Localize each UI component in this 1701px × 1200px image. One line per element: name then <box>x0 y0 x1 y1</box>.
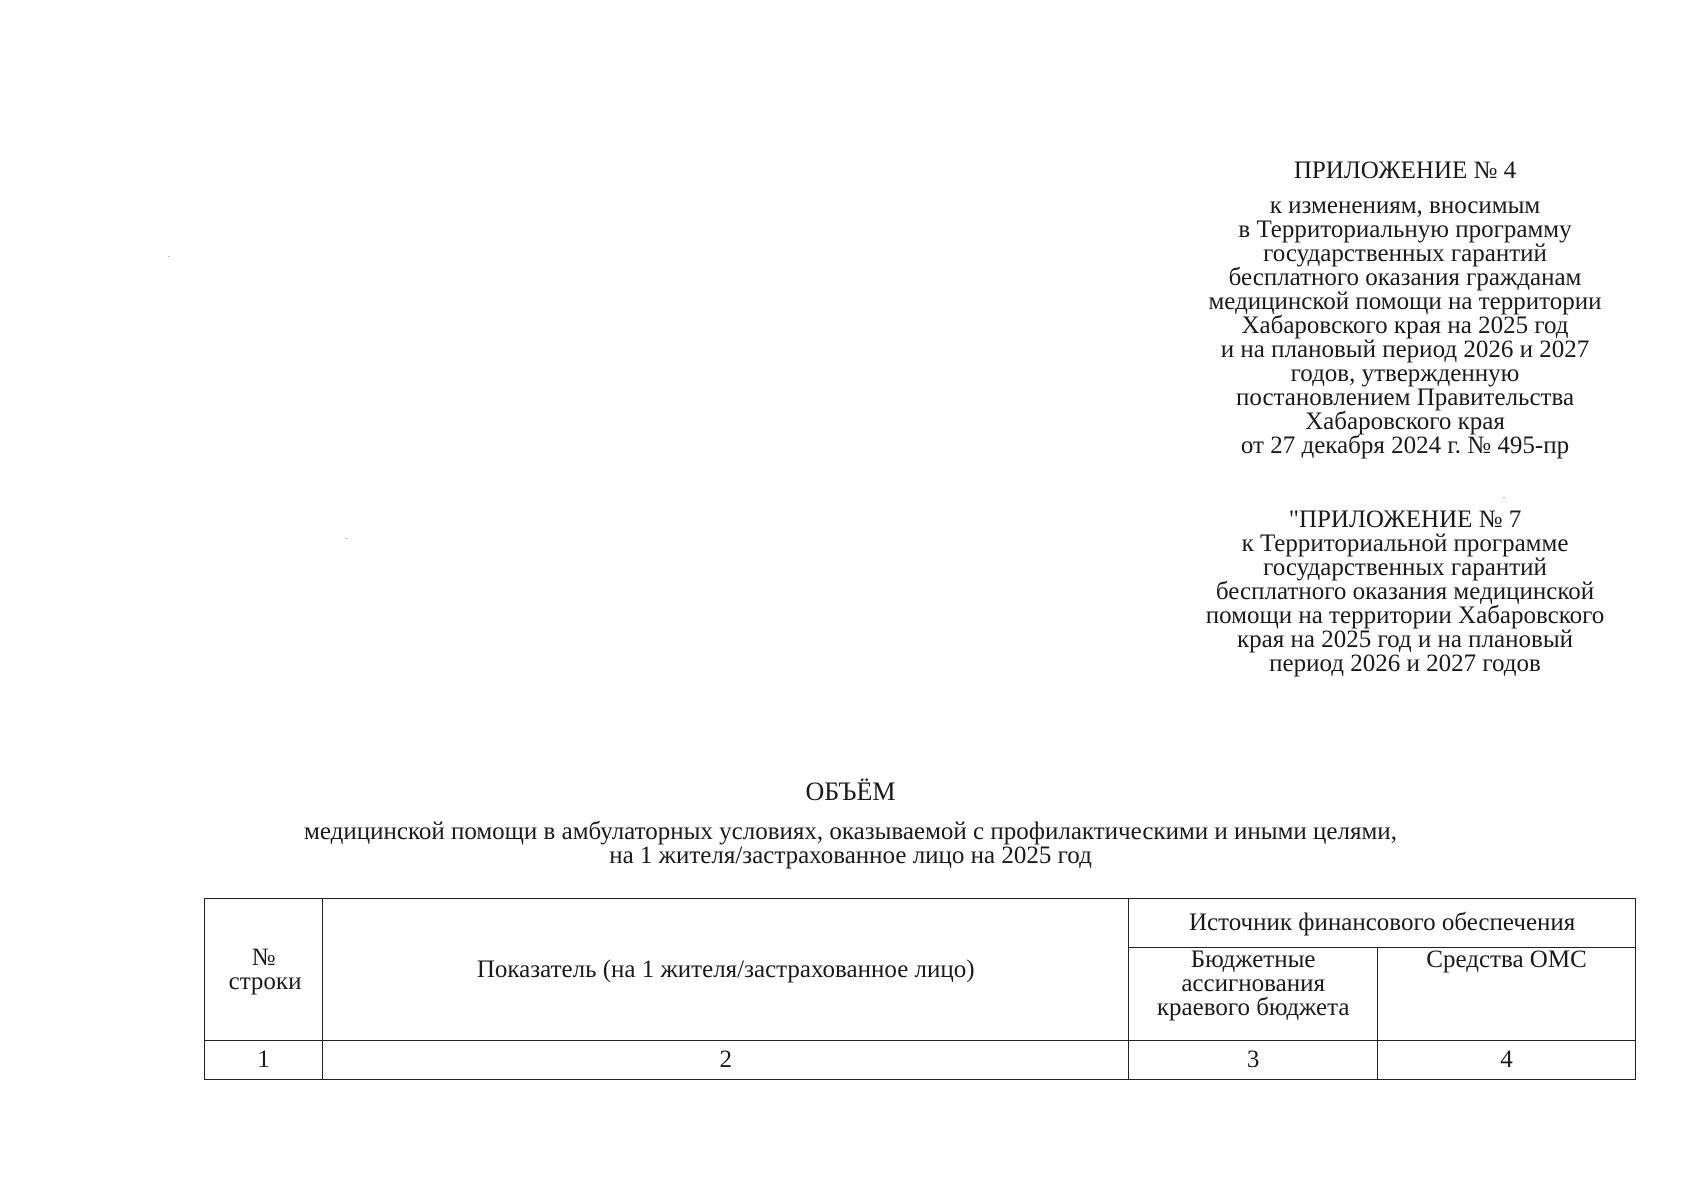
table-row <box>205 1041 1636 1080</box>
appendix-4-line: и на плановый период 2026 и 2027 <box>1220 336 1590 363</box>
column-number-cell: 1 <box>205 1041 323 1080</box>
document-subtitle-line-2: на 1 жителя/застрахованное лицо на 2025 год <box>609 842 1092 869</box>
header-funding-source-label: Источник финансового обеспечения <box>1188 909 1576 936</box>
appendix-4-line: Хабаровского края на 2025 год <box>1241 312 1569 339</box>
column-number-cell: 4 <box>1378 1041 1636 1080</box>
header-row-number <box>205 899 323 1041</box>
appendix-4-line: Хабаровского края <box>1305 408 1505 435</box>
appendix-7-line: бесплатного оказания медицинской <box>1215 578 1595 605</box>
appendix-4-line: годов, утвержденную <box>1290 360 1520 387</box>
appendix-4-line: бесплатного оказания гражданам <box>1228 264 1582 291</box>
appendix-4-line: от 27 декабря 2024 г. № 495-пр <box>1240 432 1570 459</box>
header-funding-source <box>1129 899 1636 948</box>
header-budget <box>1129 948 1378 1041</box>
appendix-7-line: края на 2025 год и на плановый <box>1236 626 1573 653</box>
table-header-row <box>205 899 1636 948</box>
appendix-7-line: помощи на территории Хабаровского <box>1205 602 1605 629</box>
appendix-4-line: государственных гарантий <box>1263 240 1547 267</box>
header-oms-label: Средства ОМС <box>1426 946 1587 973</box>
document-title-block <box>0 778 1701 868</box>
appendix-4-block <box>1180 158 1630 458</box>
appendix-4-line: в Территориальную программу <box>1238 216 1572 243</box>
document-subtitle-line-1: медицинской помощи в амбулаторных условиях, оказываемой с профилактическими и иными целями, <box>304 818 1397 845</box>
volume-table <box>204 898 1636 1080</box>
header-indicator-label: Показатель (на 1 жителя/застрахованное лицо) <box>476 955 975 983</box>
appendix-7-line: к Территориальной программе <box>1241 530 1569 557</box>
appendix-7-line: период 2026 и 2027 годов <box>1269 650 1541 677</box>
header-indicator <box>323 899 1129 1041</box>
scan-speck <box>346 538 348 539</box>
scan-speck <box>1503 497 1505 498</box>
appendix-7-line: государственных гарантий <box>1263 554 1547 581</box>
appendix-7-heading: "ПРИЛОЖЕНИЕ № 7 <box>1288 506 1522 533</box>
header-oms <box>1378 948 1636 1041</box>
header-budget-label: Бюджетные ассигнования краевого бюджета <box>1156 946 1350 1021</box>
appendix-4-line: постановлением Правительства <box>1235 384 1575 411</box>
appendix-4-line: к изменениям, вносимым <box>1269 192 1541 219</box>
column-number-cell: 3 <box>1129 1041 1378 1080</box>
column-number-cell: 2 <box>323 1041 1129 1080</box>
appendix-7-block <box>1180 508 1630 676</box>
scan-speck <box>168 256 170 257</box>
document-title: ОБЪЁМ <box>805 777 896 806</box>
header-row-number-label: № строки <box>228 943 302 995</box>
appendix-4-line: медицинской помощи на территории <box>1208 288 1602 315</box>
appendix-4-heading: ПРИЛОЖЕНИЕ № 4 <box>1293 157 1517 184</box>
